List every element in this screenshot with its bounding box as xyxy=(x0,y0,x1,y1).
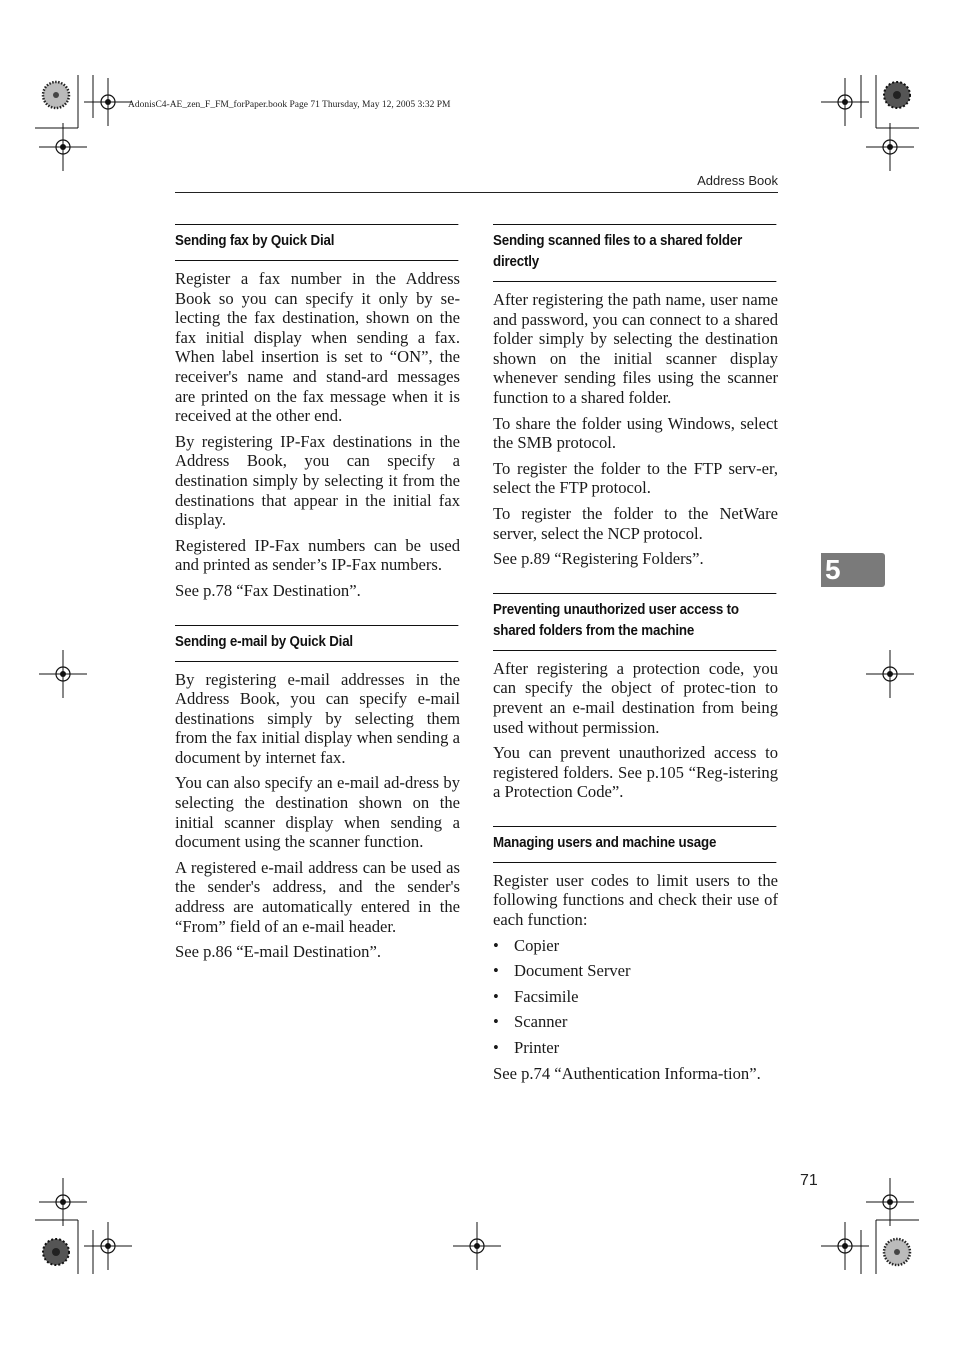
paragraph: To share the folder using Windows, select the SMB protocol. xyxy=(493,413,778,453)
section-title: Sending fax by Quick Dial xyxy=(175,224,458,261)
function-list xyxy=(493,936,778,1058)
paragraph: Registered IP-Fax numbers can be used and printed as sender’s IP-Fax numbers. xyxy=(175,535,460,575)
registration-mark-icon xyxy=(866,1178,914,1226)
section-protection-code xyxy=(493,593,778,802)
registration-mark-icon xyxy=(453,1222,501,1270)
chapter-tab xyxy=(821,553,885,587)
paragraph: You can also specify an e-mail ad-dress by selecting the destination shown on the initial scanner display when sending a document using the scanner function. xyxy=(175,773,460,852)
registration-mark-icon xyxy=(866,123,914,171)
right-column xyxy=(493,224,778,1083)
section-title: Managing users and machine usage xyxy=(493,826,776,863)
paragraph: After registering the path name, user name and password, you can connect to a shared folder simply by selecting the destination shown on the initial scanner display whenever sending files using the scanner function to a shared folder. xyxy=(493,290,778,407)
paragraph: A registered e-mail address can be used as the sender's address, and the sender's address are automatically entered in the “From” field of an e-mail header. xyxy=(175,857,460,936)
registration-mark-icon xyxy=(866,650,914,698)
paragraph: You can prevent unauthorized access to registered folders. See p.105 “Reg-istering a Protection Code”. xyxy=(493,743,778,802)
registration-mark-icon xyxy=(821,1222,869,1270)
list-item: • Printer xyxy=(493,1038,778,1058)
cross-reference: See p.78 “Fax Destination”. xyxy=(175,580,361,600)
list-item: • Facsimile xyxy=(493,987,778,1007)
section-title: Sending scanned files to a shared folder directly xyxy=(493,224,776,282)
paragraph: Register user codes to limit users to the following functions and check their use of each function: xyxy=(493,870,778,930)
list-item: • Copier xyxy=(493,936,778,956)
section-shared-folder xyxy=(493,224,778,569)
registration-mark-icon xyxy=(84,78,132,126)
registration-mark-icon xyxy=(39,123,87,171)
cross-reference: See p.89 “Registering Folders”. xyxy=(493,549,704,569)
paragraph: After registering a protection code, you can specify the object of protec-tion to prevent an e-mail destination from being used without permission. xyxy=(493,658,778,737)
page-number: 71 xyxy=(800,1172,818,1189)
star-target-icon xyxy=(43,1239,69,1265)
chapter-number: 5 xyxy=(825,554,841,585)
list-item: • Document Server xyxy=(493,961,778,981)
star-target-icon xyxy=(884,1239,910,1265)
left-column xyxy=(175,224,460,962)
cross-reference: See p.86 “E-mail Destination”. xyxy=(175,942,381,962)
star-target-icon xyxy=(884,82,910,108)
paragraph: Register a fax number in the Address Book so you can specify it only by se-lecting the fax destination, shown on the fax initial display when sending a fax. When label insertion is set to “ON”, the receiver's name and stand-ard messages are printed on the fax message when it is received at the other end. xyxy=(175,269,460,426)
print-slug: AdonisC4-AE_zen_F_FM_forPaper.book Page 71 Thursday, May 12, 2005 3:32 PM xyxy=(128,100,451,110)
paragraph: By registering IP-Fax destinations in the Address Book, you can specify a destination simply by selecting it from the destinations that appear in the initial fax display. xyxy=(175,431,460,530)
cross-reference: See p.74 “Authentication Informa-tion”. xyxy=(493,1063,761,1083)
star-target-icon xyxy=(43,82,69,108)
running-head: Address Book xyxy=(697,173,778,188)
header-rule xyxy=(175,192,778,193)
registration-mark-icon xyxy=(84,1222,132,1270)
section-email-quick-dial xyxy=(175,625,460,962)
paragraph: By registering e-mail addresses in the Address Book, you can specify e-mail destinations simply by selecting them from the fax initial display when sending a document by internet fax. xyxy=(175,669,460,767)
section-fax-quick-dial xyxy=(175,224,460,601)
registration-mark-icon xyxy=(39,650,87,698)
paragraph: To register the folder to the NetWare server, select the NCP protocol. xyxy=(493,503,778,543)
registration-mark-icon xyxy=(39,1178,87,1226)
section-title: Sending e-mail by Quick Dial xyxy=(175,625,458,662)
paragraph: To register the folder to the FTP serv-er, select the FTP protocol. xyxy=(493,458,778,498)
section-title: Preventing unauthorized user access to shared folders from the machine xyxy=(493,593,776,651)
list-item: • Scanner xyxy=(493,1012,778,1032)
registration-mark-icon xyxy=(821,78,869,126)
section-managing-users xyxy=(493,826,778,1083)
